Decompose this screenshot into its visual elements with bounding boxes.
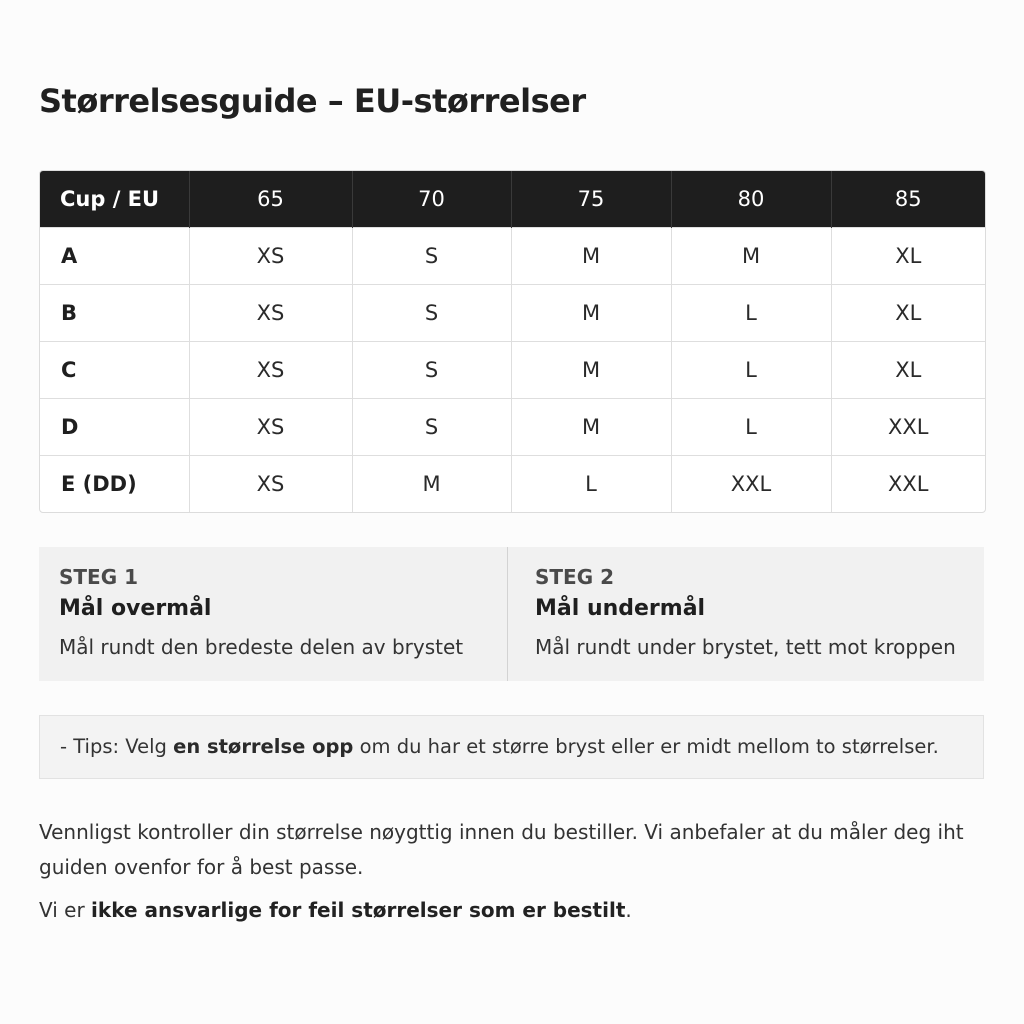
column-header-65: 65 xyxy=(189,171,352,228)
size-cell: M xyxy=(511,342,671,399)
tips-box xyxy=(39,715,984,779)
step-description: Mål rundt under brystet, tett mot kroppen xyxy=(535,635,956,659)
step-description: Mål rundt den bredeste delen av brystet xyxy=(59,635,464,659)
size-cell: M xyxy=(352,456,511,513)
size-cell: XXL xyxy=(671,456,831,513)
table-row xyxy=(40,456,985,513)
size-cell: XS xyxy=(189,285,352,342)
step-card-2 xyxy=(508,547,984,681)
size-cell: M xyxy=(511,399,671,456)
column-header-75: 75 xyxy=(511,171,671,228)
table-row xyxy=(40,285,985,342)
step-card-1 xyxy=(39,547,508,681)
size-cell: XS xyxy=(189,456,352,513)
size-cell: XL xyxy=(831,228,985,285)
size-cell: XS xyxy=(189,399,352,456)
size-cell: L xyxy=(671,285,831,342)
size-cell: XS xyxy=(189,228,352,285)
row-header-cup: B xyxy=(40,285,189,342)
row-header-cup: A xyxy=(40,228,189,285)
size-check-note: Vennligst kontroller din størrelse nøygttig innen du bestiller. Vi anbefaler at du måler deg iht guiden ovenfor for å best passe. xyxy=(39,820,964,879)
table-header-row xyxy=(40,171,985,228)
size-cell: S xyxy=(352,228,511,285)
table-row xyxy=(40,342,985,399)
size-cell: XL xyxy=(831,285,985,342)
size-cell: XXL xyxy=(831,399,985,456)
row-header-cup: D xyxy=(40,399,189,456)
size-table-container xyxy=(39,170,986,513)
notes-section xyxy=(39,815,979,923)
size-table xyxy=(40,171,985,512)
table-row xyxy=(40,228,985,285)
size-cell: XXL xyxy=(831,456,985,513)
size-cell: S xyxy=(352,399,511,456)
tips-prefix: - Tips: Velg xyxy=(60,735,174,758)
size-cell: M xyxy=(511,285,671,342)
disclaimer xyxy=(39,897,979,923)
size-cell: S xyxy=(352,285,511,342)
size-cell: XL xyxy=(831,342,985,399)
table-row xyxy=(40,399,985,456)
disclaimer-suffix: . xyxy=(625,898,632,922)
measurement-steps xyxy=(39,547,984,681)
tips-emphasis: en størrelse opp xyxy=(173,735,354,758)
step-label: STEG 1 xyxy=(59,565,139,589)
step-label: STEG 2 xyxy=(535,565,615,589)
size-cell: XS xyxy=(189,342,352,399)
size-cell: S xyxy=(352,342,511,399)
tips-suffix: om du har et større bryst eller er midt mellom to størrelser. xyxy=(353,735,939,758)
page-title: Størrelsesguide – EU-størrelser xyxy=(39,82,586,120)
size-cell: L xyxy=(671,399,831,456)
row-header-cup: C xyxy=(40,342,189,399)
disclaimer-emphasis: ikke ansvarlige for feil størrelser som er bestilt xyxy=(91,898,626,922)
row-header-cup: E (DD) xyxy=(40,456,189,513)
step-title: Mål undermål xyxy=(535,596,706,621)
size-cell: L xyxy=(511,456,671,513)
column-header-70: 70 xyxy=(352,171,511,228)
size-cell: M xyxy=(671,228,831,285)
size-cell: L xyxy=(671,342,831,399)
step-title: Mål overmål xyxy=(59,596,212,621)
column-header-80: 80 xyxy=(671,171,831,228)
size-cell: M xyxy=(511,228,671,285)
disclaimer-prefix: Vi er xyxy=(39,898,92,922)
column-header-85: 85 xyxy=(831,171,985,228)
table-corner-header: Cup / EU xyxy=(40,171,189,228)
